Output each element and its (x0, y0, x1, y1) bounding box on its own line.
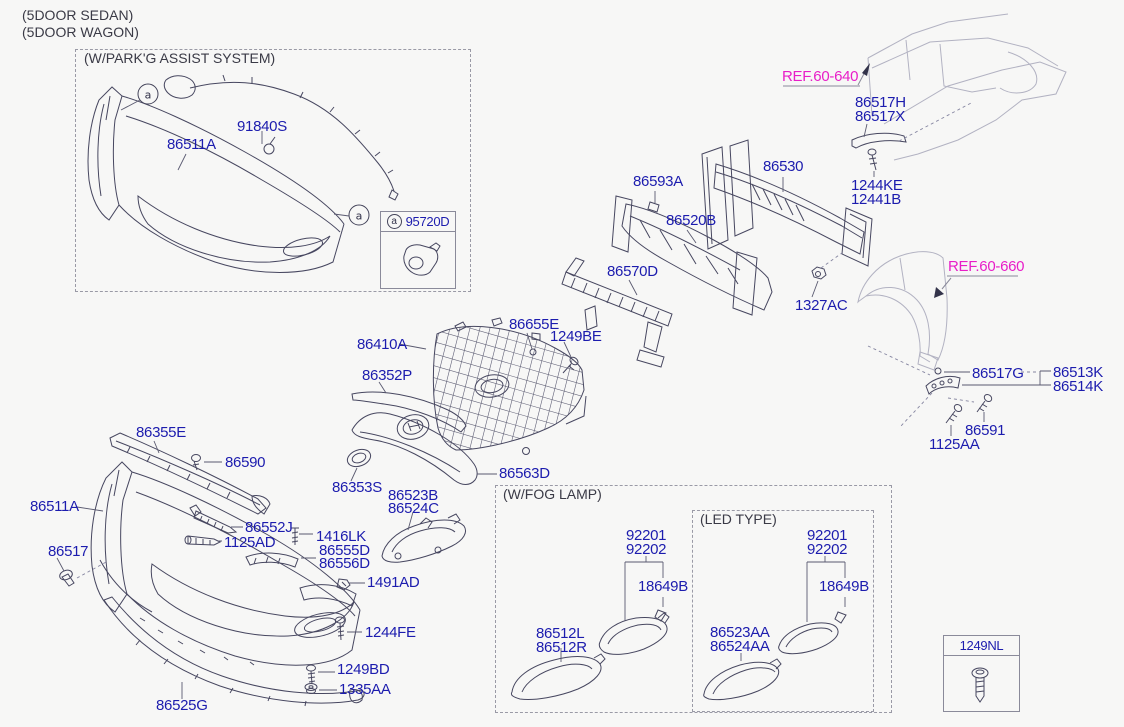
label-p-86525G: 86525G (156, 697, 208, 714)
label-p-86514K: 86514K (1053, 378, 1103, 395)
label-p-86591: 86591 (965, 422, 1006, 439)
label-p-86353S: 86353S (332, 479, 382, 496)
label-p-92202-led: 92202 (807, 541, 848, 558)
label-p-86513K: 86513K (1053, 364, 1103, 381)
screw-part-number: 1249NL (959, 638, 1004, 653)
label-p-86511A-top: 86511A (167, 136, 216, 153)
label-p-86523B: 86523B (388, 487, 438, 504)
emblem-sketch (345, 446, 373, 469)
bumper-sketch-park-assist (88, 87, 344, 273)
label-p-86517G: 86517G (972, 365, 1024, 382)
fastener-sketches (60, 455, 350, 694)
label-variant-2: (5DOOR WAGON) (22, 24, 139, 40)
label-section-led-type: (LED TYPE) (700, 511, 777, 527)
label-p-86590: 86590 (225, 454, 266, 471)
label-p-1335AA: 1335AA (339, 681, 391, 698)
label-p-86563D: 86563D (499, 465, 550, 482)
label-p-86593A: 86593A (633, 173, 683, 190)
callout-a-markers (138, 84, 369, 225)
label-p-86556D: 86556D (319, 555, 370, 572)
label-ref-60-640: REF.60-640 (782, 68, 859, 85)
label-p-12441B: 12441B (851, 191, 901, 208)
label-p-1125AA: 1125AA (929, 436, 980, 453)
bumper-side-bracket-sketch (246, 553, 298, 567)
label-p-1416LK: 1416LK (316, 528, 366, 545)
beam-bracket-sketch (852, 133, 906, 170)
label-p-86517X: 86517X (855, 108, 905, 125)
grille-lower-molding-sketch (352, 413, 477, 485)
label-p-86655E: 86655E (509, 316, 559, 333)
label-p-18649B-fog: 18649B (638, 578, 688, 595)
label-p-92201-led: 92201 (807, 527, 848, 544)
label-variant-1: (5DOOR SEDAN) (22, 7, 134, 23)
label-p-1249BE: 1249BE (550, 328, 602, 345)
sensor-inset-box (380, 211, 456, 289)
body-structure-sketch (868, 14, 1066, 160)
screw-inset-header (944, 636, 1019, 656)
grille-upper-molding-sketch (352, 392, 466, 443)
label-p-1244KE: 1244KE (851, 177, 903, 194)
svg-text:a: a (355, 209, 363, 223)
sensor-part-number: 95720D (405, 214, 450, 229)
sensor-inset-header (381, 212, 455, 232)
screw-inset-box (943, 635, 1020, 712)
label-section-park-assist: (W/PARK'G ASSIST SYSTEM) (84, 50, 276, 66)
label-p-86570D: 86570D (607, 263, 658, 280)
label-p-86524AA: 86524AA (710, 638, 770, 655)
label-p-86524C: 86524C (388, 500, 439, 517)
label-p-86512L: 86512L (536, 625, 585, 642)
label-p-86355E: 86355E (136, 424, 186, 441)
label-p-86410A: 86410A (357, 336, 407, 353)
label-p-1327AC: 1327AC (795, 297, 848, 314)
label-p-1249BD: 1249BD (337, 661, 390, 678)
label-p-18649B-led: 18649B (819, 578, 869, 595)
label-ref-60-660: REF.60-660 (948, 258, 1025, 275)
label-p-86511A-bottom: 86511A (30, 498, 79, 515)
label-p-86517: 86517 (48, 543, 89, 560)
label-p-86512R: 86512R (536, 639, 587, 656)
fog-lamp-cover-sketch (382, 514, 466, 562)
label-section-fog-lamp: (W/FOG LAMP) (503, 486, 602, 502)
label-p-86552J: 86552J (245, 519, 293, 536)
fender-sketch (858, 252, 947, 370)
label-p-86517H: 86517H (855, 94, 906, 111)
label-p-92202-fog: 92202 (626, 541, 667, 558)
label-p-86555D: 86555D (319, 542, 370, 559)
label-p-86520B: 86520B (666, 212, 716, 229)
svg-text:a: a (144, 88, 152, 102)
label-p-86523AA: 86523AA (710, 624, 770, 641)
label-p-1491AD: 1491AD (367, 574, 420, 591)
cowl-cover-sketch (110, 433, 270, 514)
label-p-86352P: 86352P (362, 367, 412, 384)
label-p-1125AD: 1125AD (224, 534, 276, 551)
label-p-91840S: 91840S (237, 118, 287, 135)
label-p-92201-fog: 92201 (626, 527, 667, 544)
label-p-86530: 86530 (763, 158, 804, 175)
callout-a-badge: a (387, 214, 402, 229)
label-p-1244FE: 1244FE (365, 624, 416, 641)
